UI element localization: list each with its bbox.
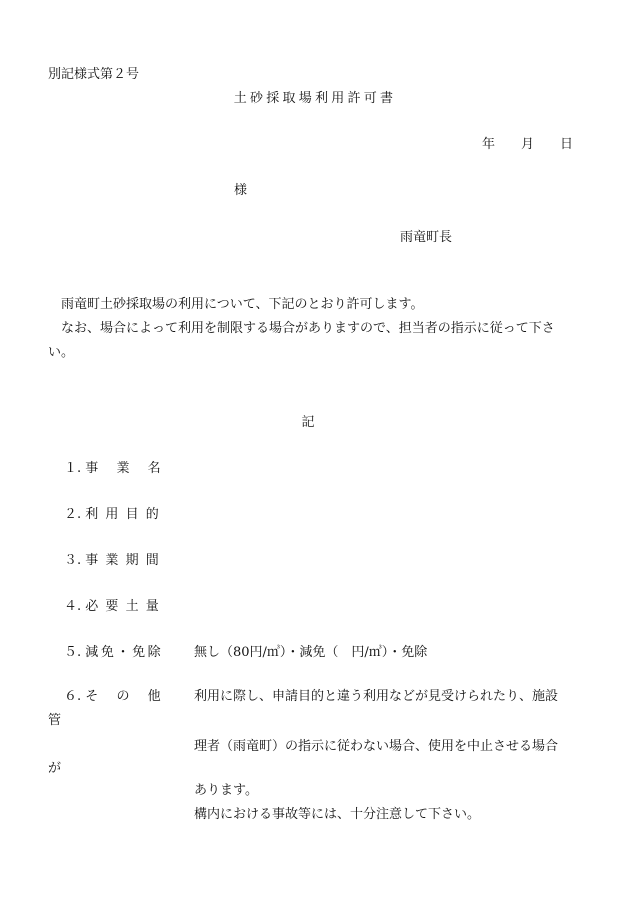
ki-heading: 記 [301,415,315,430]
item-6-value-line-1: 利用に際し、申請目的と違う利用などが見受けられたり、施設 [194,689,559,704]
item-5-value: 無し（80円/㎥）・減免（ 円/㎥）・免除 [194,645,428,660]
date-year: 年 [481,137,495,152]
item-4-label: ４. 必要土量 [64,599,166,614]
body-paragraph-1: 雨竜町土砂採取場の利用について、下記のとおり許可します。 [61,297,424,312]
document-title: 土砂採取場利用許可書 [233,91,397,106]
item-6-label: ６. その他 [64,689,179,704]
body-paragraph-2: なお、場合によって利用を制限する場合がありますので、担当者の指示に従って下さ [61,321,555,336]
item-5-label: ５. 減免・免除 [64,645,164,660]
item-3-label: ３. 事業期間 [64,553,166,568]
body-paragraph-2-continued: い。 [48,345,75,360]
issuer: 雨竜町長 [400,230,453,245]
addressee-suffix: 様 [234,183,248,198]
item-6-value-line-3: あります。 [194,783,258,798]
form-number: 別記様式第２号 [48,67,140,82]
item-1-label: １. 事業名 [64,461,179,476]
date-month: 月 [520,137,534,152]
item-6-value-line-2: 理者（雨竜町）の指示に従わない場合、使用を中止させる場合 [194,739,559,754]
date-day: 日 [559,137,573,152]
item-6-value-wrap-1: 管 [48,713,62,728]
date-line [482,138,573,151]
item-6-value-line-4: 構内における事故等には、十分注意して下さい。 [194,807,481,822]
item-2-label: ２. 利用目的 [64,507,166,522]
item-6-value-wrap-2: が [48,761,62,776]
